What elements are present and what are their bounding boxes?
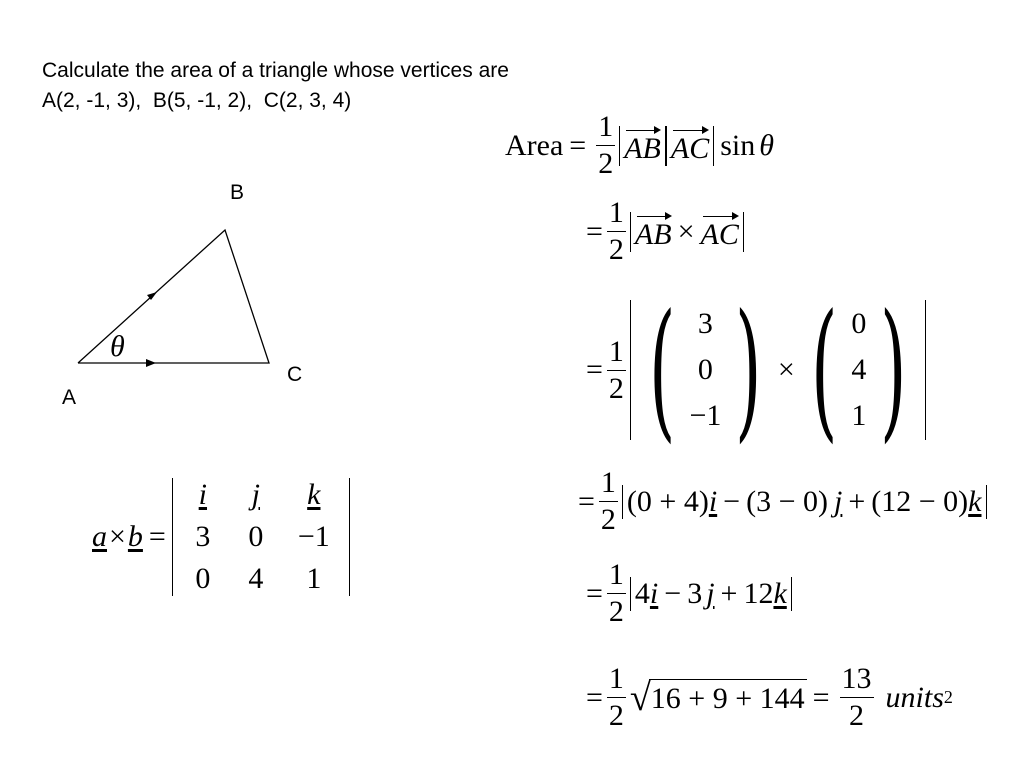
vector-entry: 0: [697, 353, 713, 386]
right-paren: ): [880, 283, 907, 457]
cross-product-formula: [586, 198, 744, 265]
problem-line-2: A(2, -1, 3), B(5, -1, 2), C(2, 3, 4): [42, 89, 352, 112]
plus-sign: +: [720, 576, 738, 610]
equals-sign: =: [812, 680, 830, 714]
vector-entry: 3: [697, 307, 713, 340]
right-paren: ): [735, 283, 762, 457]
plus-sign: +: [848, 484, 866, 518]
matrix-cell: 0: [248, 520, 264, 553]
fraction-denominator: 2: [598, 147, 614, 180]
radical-sign: √: [629, 676, 651, 719]
sin-function: sin: [720, 128, 756, 162]
j-coefficient: (3 − 0): [746, 484, 828, 518]
square-root: [629, 676, 807, 719]
equals-sign: =: [586, 353, 603, 386]
angle-theta-label: θ: [110, 330, 125, 363]
unit-vector-i: i: [708, 484, 718, 518]
matrix-cell: j: [251, 478, 261, 511]
matrix-cell: 1: [306, 562, 322, 595]
column-vector-ab: [633, 283, 778, 457]
units-label: units: [885, 680, 944, 714]
matrix-cell: 3: [195, 520, 211, 553]
half-fraction: [607, 664, 626, 731]
final-area-formula: [586, 664, 953, 731]
determinant-formula: [92, 478, 350, 596]
vector-ac: AC: [671, 126, 709, 166]
vertex-label-c: C: [287, 363, 303, 386]
vector-entry: 4: [851, 353, 867, 386]
vector-ab: AB: [624, 126, 661, 166]
unit-vector-i: i: [649, 576, 659, 610]
triangle-diagram: [60, 220, 290, 380]
minus-sign: −: [723, 484, 741, 518]
magnitude-ab: [619, 126, 666, 166]
simplified-cross-product-formula: [586, 560, 792, 627]
fraction-numerator: 1: [607, 337, 626, 371]
equals-sign: =: [586, 576, 603, 610]
equals-sign: =: [586, 214, 603, 248]
unit-vector-j: j: [706, 576, 715, 610]
arrow-ac: [146, 359, 156, 367]
times-sign: ×: [109, 520, 126, 553]
magnitude-simplified: [630, 577, 792, 611]
fraction-denominator: 2: [608, 699, 624, 732]
unit-vector-k: k: [968, 484, 982, 518]
equals-sign: =: [578, 484, 595, 518]
equals-sign: =: [148, 520, 166, 553]
fraction-numerator: 1: [607, 664, 626, 698]
area-formula: [505, 112, 774, 179]
fraction-denominator: 2: [608, 233, 624, 266]
equals-sign: =: [586, 680, 603, 714]
half-fraction: [596, 112, 615, 179]
fraction-denominator: 2: [849, 699, 865, 732]
times-sign: ×: [777, 353, 795, 386]
vertex-label-a: A: [62, 386, 77, 409]
times-sign: ×: [677, 214, 695, 248]
half-fraction: [599, 468, 618, 535]
vertex-label-b: B: [230, 181, 245, 204]
vector-ab: AB: [635, 212, 672, 252]
matrix-cell: 0: [195, 562, 211, 595]
i-coefficient: 4: [634, 576, 650, 610]
i-coefficient: (0 + 4): [626, 484, 709, 518]
determinant-matrix: [172, 478, 350, 596]
vector-entry: −1: [689, 399, 722, 432]
vector-ac: AC: [701, 212, 739, 252]
result-fraction: [840, 664, 874, 731]
magnitude-vectors: [630, 283, 926, 457]
k-coefficient: (12 − 0): [871, 484, 969, 518]
area-label: Area: [505, 128, 564, 162]
fraction-numerator: 1: [599, 468, 618, 502]
fraction-numerator: 1: [607, 560, 626, 594]
column-vector-ac: [795, 283, 923, 457]
magnitude-expanded: [622, 485, 987, 519]
fraction-denominator: 2: [608, 371, 624, 405]
half-fraction: [607, 560, 626, 627]
theta-symbol: θ: [759, 128, 774, 162]
j-coefficient: 3: [687, 576, 703, 610]
radicand: 16 + 9 + 144: [649, 679, 807, 717]
fraction-numerator: 1: [596, 112, 615, 146]
vector-entry: 1: [851, 399, 867, 432]
unit-vector-j: j: [834, 484, 843, 518]
problem-statement: [42, 56, 509, 116]
fraction-denominator: 2: [600, 503, 616, 536]
equals-sign: =: [569, 128, 587, 162]
matrix-cell: −1: [297, 520, 330, 553]
vector-a: a: [92, 520, 107, 553]
left-paren: (: [649, 283, 676, 457]
column-vector-formula: [586, 283, 926, 457]
k-coefficient: 12: [743, 576, 774, 610]
units-exponent: 2: [943, 687, 953, 707]
matrix-cell: 4: [248, 562, 264, 595]
expanded-cross-product-formula: [578, 468, 987, 535]
vector-b: b: [127, 520, 143, 553]
left-paren: (: [810, 283, 838, 457]
problem-line-1: Calculate the area of a triangle whose vertices are: [42, 59, 509, 82]
minus-sign: −: [664, 576, 682, 610]
unit-vector-k: k: [773, 576, 787, 610]
magnitude-cross-product: [630, 212, 744, 252]
matrix-cell: k: [307, 478, 321, 511]
matrix-cell: i: [198, 478, 208, 511]
fraction-numerator: 1: [607, 198, 626, 232]
triangle-outline: [78, 230, 269, 363]
fraction-denominator: 2: [608, 595, 624, 628]
magnitude-ac: [666, 126, 714, 166]
half-fraction: [607, 198, 626, 265]
half-fraction: [607, 334, 626, 405]
fraction-numerator: 13: [840, 664, 874, 698]
vector-entry: 0: [851, 307, 867, 340]
